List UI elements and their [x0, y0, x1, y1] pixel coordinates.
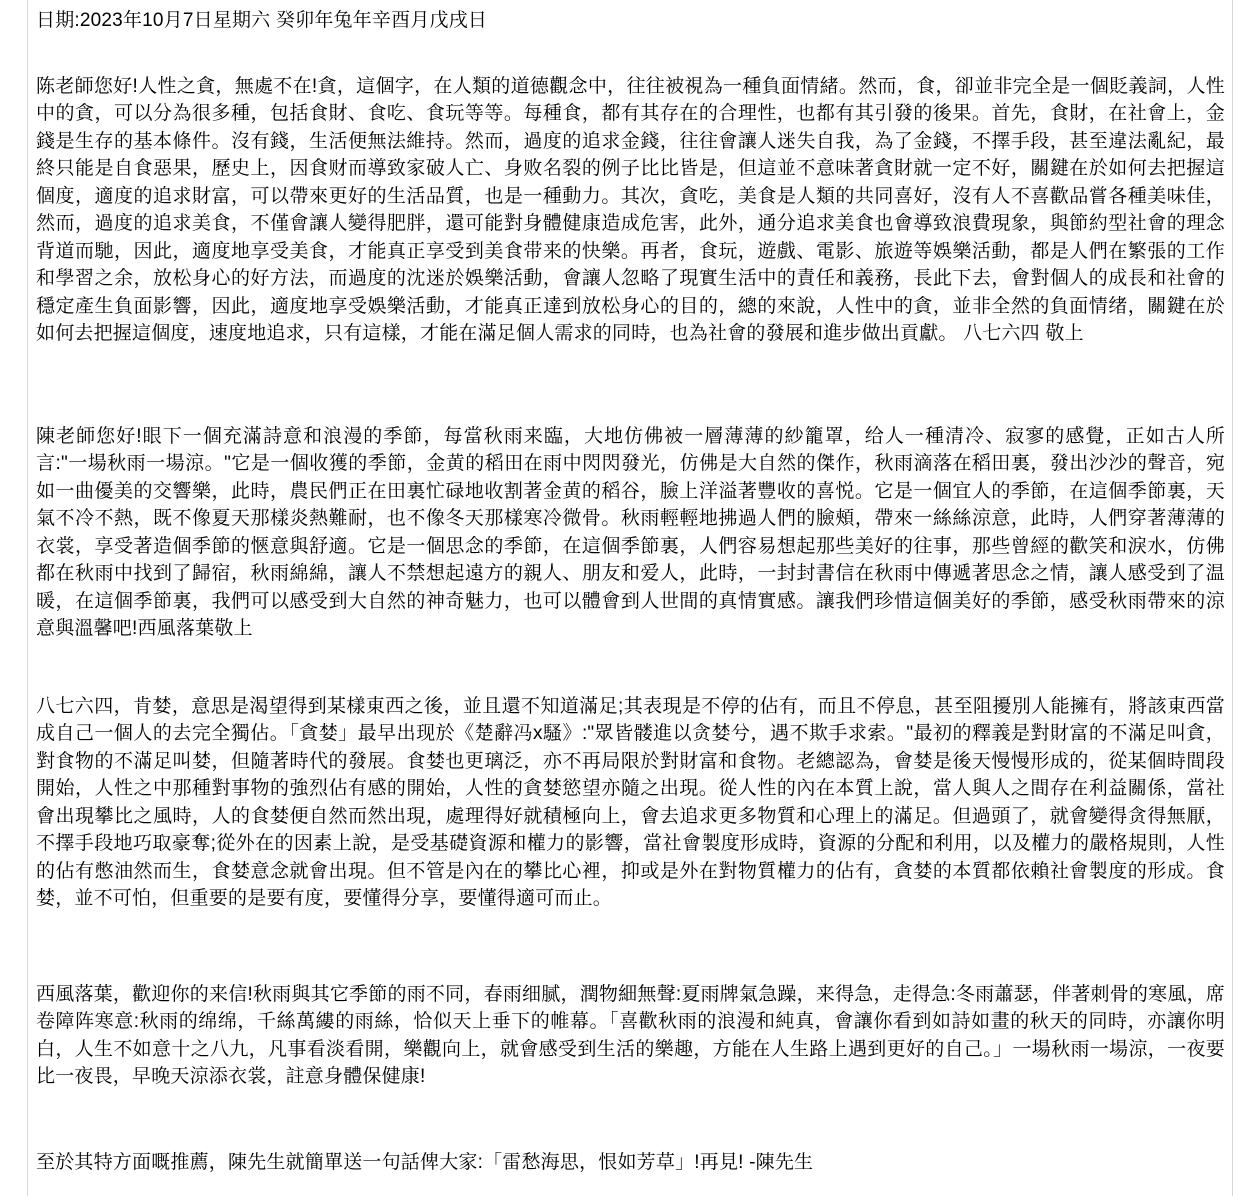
- letter-content: [27, 0, 1233, 1196]
- letter-closing-line: 至於其特方面嘅推薦，陳先生就簡單送一句話俾大家:「雷愁海思，恨如芳草」!再見! -陳先生: [36, 1151, 814, 1173]
- letter-paragraph-reply: 西風落葉，歡迎你的来信!秋雨與其它季節的雨不同，春雨细腻，潤物細無聲:夏雨牌氣急躁，来得急，走得急:冬雨蕭瑟，伴著刺骨的寒風，席卷障阵寒意:秋雨的绵绵，千絲萬縷的雨絲，恰似天上垂下的帷幕。「喜歡秋雨的浪漫和純真，會讓你看到如詩如畫的秋天的同時，亦讓你明白，人生不如意十之八九，凡事看淡看開，樂觀向上，就會感受到生活的樂趣，方能在人生路上遇到更好的自己。」一場秋雨一場涼，一夜要比一夜畏，早晚天涼添衣裳，註意身體保健康!: [36, 983, 1225, 1087]
- letter-paragraph-autumn-rain: 陳老師您好!眼下一個充滿詩意和浪漫的季節，每當秋雨来臨，大地仿佛被一層薄薄的紗籠罩，给人一種清冷、寂寥的感覺，正如古人所言:"一場秋雨一場涼。"它是一個收獲的季節，金黄的稻田在雨中閃閃發光，仿佛是大自然的傑作，秋雨滴落在稻田裏，發出沙沙的聲音，宛如一曲優美的交響樂，此時，農民們正在田裏忙碌地收割著金黄的稻谷，臉上洋溢著豐收的喜悦。它是一個宜人的季節，在這個季節裏，天氣不冷不熱，既不像夏天那樣炎熱難耐，也不像冬天那樣寒冷微骨。秋雨輕輕地拂過人們的臉頰，帶來一絲絲涼意，此時，人們穿著薄薄的衣裳，享受著造個季節的愜意與舒適。它是一個思念的季節，在這個季節裏，人們容易想起那些美好的往事，那些曾經的歡笑和淚水，仿佛都在秋雨中找到了歸宿，秋雨綿綿，讓人不禁想起遠方的親人、朋友和爱人，此時，一封封書信在秋雨中傳遞著思念之情，讓人感受到了温暖，在這個季節裏，我們可以感受到大自然的神奇魅力，也可以體會到人世間的真情實感。讓我們珍惜這個美好的季節，感受秋雨帶來的涼意與溫馨吧!西風落葉敬上: [36, 425, 1225, 639]
- date-line: 日期:2023年10月7日星期六 癸卯年兔年辛酉月戊戌日: [36, 10, 488, 31]
- letter-paragraph-greed-definition: 八七六四，肯婪，意思是渴望得到某樣東西之後，並且還不知道滿足;其表現是不停的佔有，而且不停息，甚至阻擾別人能擁有，將該東西當成自己一個人的去完全獨佔。「貪婪」最早出现於《楚辭冯x騷》:"眾皆髅進以贪婪兮，遇不欺手求索。"最初的釋義是對財富的不滿足叫貪，對食物的不滿足叫婪，但隨著時代的發展。食婪也更璃泛，亦不再局限於對財富和食物。老總認為，會婪是後天慢慢形成的，從某個時間段開始，人性之中那種對事物的強烈佔有感的開始，人性的貪婪慾望亦隨之出現。從人性的內在本質上說，當人與人之間存在利益關係，當社會出現攀比之風時，人的食婪便自然而然出現，處理得好就積極向上，會去追求更多物質和心理上的滿足。但過頭了，就會變得贪得無厭，不擇手段地巧取豪奪;從外在的因素上說，是受基礎資源和權力的影響，當社會製度形成時，資源的分配和利用，以及權力的嚴格規則，人性的佔有憋油然而生，食婪意念就會出現。但不管是內在的攀比心裡，抑或是外在對物質權力的佔有，貪婪的本質都依賴社會製度的形成。食婪，並不可怕，但重要的是要有度，要懂得分享，要懂得適可而止。: [36, 695, 1225, 909]
- letter-paragraph-greed: 陈老師您好!人性之貪，無處不在!貪，這個字，在人類的道德觀念中，往往被視為一種負面情緒。然而，食，卻並非完全是一個貶義詞，人性中的貪，可以分為很多種，包括食財、食吃、食玩等等。每種食，都有其存在的合理性，也都有其引發的後果。首先，食財，在社會上，金錢是生存的基本條件。沒有錢，生活便無法維持。然而，過度的追求金錢，往往會讓人迷失自我，為了金錢，不擇手段，甚至違法亂紀，最終只能是自食惡果，歷史上，因食财而導致家破人亡、身败名裂的例子比比皆是，但這並不意味著貪財就一定不好，關鍵在於如何去把握這個度，適度的追求財富，可以帶來更好的生活品質，也是一種動力。其次，貪吃，美食是人類的共同喜好，沒有人不喜歡品嘗各種美味佳，然而，過度的追求美食，不僅會讓人變得肥胖，還可能對身體健康造成危害，此外，通分追求美食也會導致浪費現象，與節約型社會的理念背道而馳，因此，適度地享受美食，才能真正享受到美食带来的快樂。再者，食玩，遊戲、電影、旅遊等娛樂活動，都是人們在繁張的工作和學習之余，放松身心的好方法，而過度的沈迷於娛樂活動，會讓人忽略了現實生活中的責任和義務，長此下去，會對個人的成長和社會的穩定產生負面影響，因此，適度地享受娛樂活動，才能真正達到放松身心的目的，總的來說，人性中的貪，並非全然的負面情绪，關鍵在於如何去把握這個度，速度地追求，只有這樣，才能在滿足個人需求的同時，也為社會的發展和進步做出貢獻。 八七六四 敬上: [36, 75, 1225, 344]
